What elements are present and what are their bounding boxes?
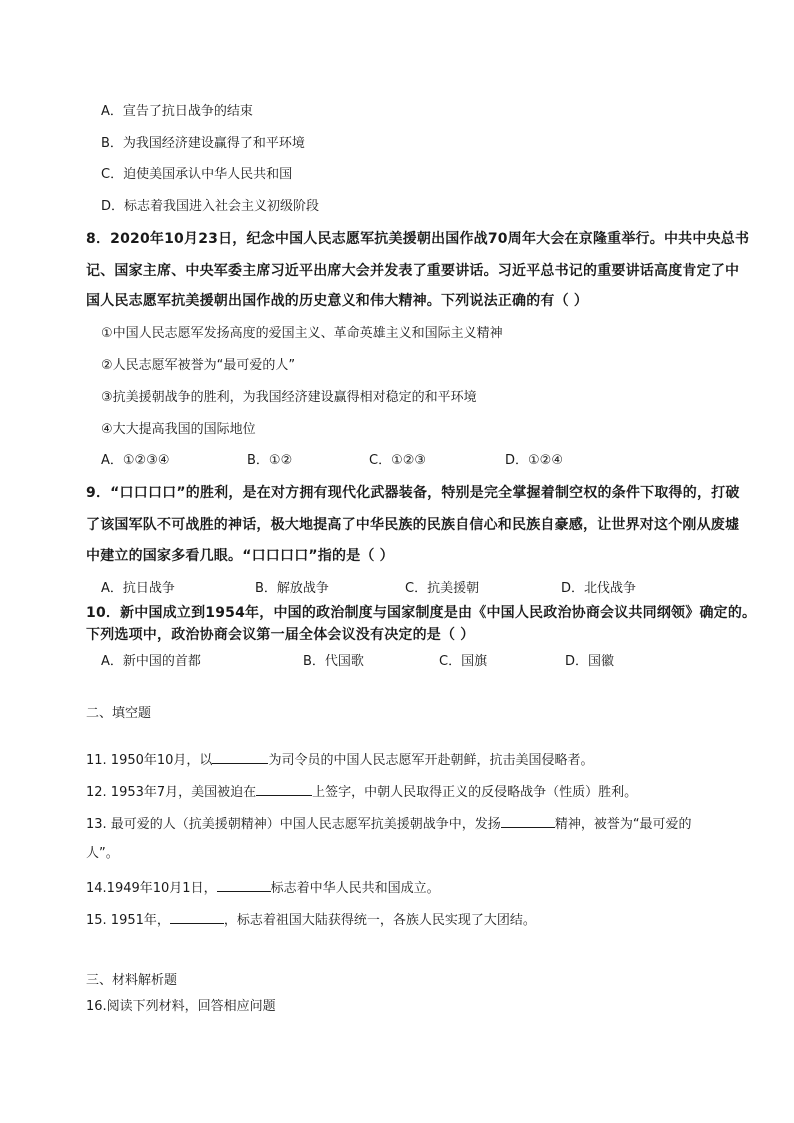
q8-statement-3: ③抗美援朝战争的胜利，为我国经济建设赢得相对稳定的和平环境 bbox=[101, 390, 477, 405]
q9-choices bbox=[101, 580, 636, 598]
q8-stem-line-3: 国人民志愿军抗美援朝出国作战的历史意义和伟大精神。下列说法正确的有（ ） bbox=[86, 293, 589, 309]
q15-text-a: 15. 1951年， bbox=[86, 913, 170, 928]
q10-stem-line-2: 下列选项中，政治协商会议第一届全体会议没有决定的是（ ） bbox=[86, 627, 475, 643]
q8-statement-4: ④大大提高我国的国际地位 bbox=[101, 422, 256, 437]
q9-stem-line-2: 了该国军队不可战胜的神话，极大地提高了中华民族的民族自信心和民族自豪感，让世界对这个刚从废墟 bbox=[86, 517, 740, 533]
q7-option-a: A．宣告了抗日战争的结束 bbox=[101, 104, 253, 119]
q13-line-2: 人”。 bbox=[86, 846, 119, 861]
q15-blank[interactable] bbox=[170, 909, 224, 924]
q11-line bbox=[86, 749, 593, 770]
q7-option-d: D．标志着我国进入社会主义初级阶段 bbox=[101, 199, 320, 214]
q14-line bbox=[86, 877, 440, 898]
q10-choice-a[interactable]: A．新中国的首都 bbox=[101, 654, 201, 669]
q9-stem-line-3: 中建立的国家多看几眼。“口口口口”指的是（ ） bbox=[86, 548, 394, 564]
q10-stem-line-1: 10．新中国成立到1954年，中国的政治制度与国家制度是由《中国人民政治协商会议共同纲领》确定的。 bbox=[86, 605, 757, 621]
q9-choice-a[interactable]: A．抗日战争 bbox=[101, 581, 175, 596]
q8-choice-b[interactable]: B．①② bbox=[247, 453, 293, 468]
section-3-title: 三、材料解析题 bbox=[86, 973, 178, 988]
q10-choices bbox=[101, 653, 614, 671]
q8-statement-2: ②人民志愿军被誉为“最可爱的人” bbox=[101, 358, 296, 373]
q8-choice-c[interactable]: C．①②③ bbox=[369, 453, 427, 468]
q12-line bbox=[86, 781, 637, 802]
q8-choice-a[interactable]: A．①②③④ bbox=[101, 453, 170, 468]
q13-text-b: 精神，被誉为“最可爱的 bbox=[554, 817, 692, 832]
q15-line bbox=[86, 909, 536, 930]
q13-text-a: 13. 最可爱的人（抗美援朝精神）中国人民志愿军抗美援朝战争中，发扬 bbox=[86, 817, 501, 832]
q7-option-b: B．为我国经济建设赢得了和平环境 bbox=[101, 136, 305, 151]
q15-text-b: ，标志着祖国大陆获得统一，各族人民实现了大团结。 bbox=[223, 913, 536, 928]
q13-line bbox=[86, 813, 692, 834]
q11-blank[interactable] bbox=[212, 749, 268, 764]
q10-choice-c[interactable]: C．国旗 bbox=[439, 654, 488, 669]
q8-choices bbox=[101, 452, 563, 470]
q8-choice-d[interactable]: D．①②④ bbox=[505, 453, 563, 468]
q11-text-b: 为司令员的中国人民志愿军开赴朝鲜，抗击美国侵略者。 bbox=[268, 753, 594, 768]
q14-blank[interactable] bbox=[217, 877, 271, 892]
q9-choice-d[interactable]: D．北伐战争 bbox=[561, 581, 637, 596]
q8-stem-line-2: 记、国家主席、中央军委主席习近平出席大会并发表了重要讲话。习近平总书记的重要讲话高度肯定了中 bbox=[86, 263, 740, 279]
q14-text-b: 标志着中华人民共和国成立。 bbox=[270, 881, 440, 896]
q8-statement-1: ①中国人民志愿军发扬高度的爱国主义、革命英雄主义和国际主义精神 bbox=[101, 326, 503, 341]
q12-blank[interactable] bbox=[256, 781, 312, 796]
q10-choice-b[interactable]: B．代国歌 bbox=[303, 654, 364, 669]
q13-blank[interactable] bbox=[501, 813, 555, 828]
q12-text-a: 12. 1953年7月，美国被迫在 bbox=[86, 785, 257, 800]
q8-stem-line-1: 8．2020年10月23日，纪念中国人民志愿军抗美援朝出国作战70周年大会在京隆重举行。中共中央总书 bbox=[86, 231, 750, 247]
q7-option-c: C．迫使美国承认中华人民共和国 bbox=[101, 167, 293, 182]
q12-text-b: 上签字，中朝人民取得正义的反侵略战争（性质）胜利。 bbox=[312, 785, 638, 800]
section-2-title: 二、填空题 bbox=[86, 706, 152, 721]
q9-choice-b[interactable]: B．解放战争 bbox=[255, 581, 329, 596]
q9-choice-c[interactable]: C．抗美援朝 bbox=[405, 581, 480, 596]
q11-text-a: 11. 1950年10月，以 bbox=[86, 753, 213, 768]
q16-intro: 16.阅读下列材料，回答相应问题 bbox=[86, 999, 276, 1014]
q14-text-a: 14.1949年10月1日， bbox=[86, 881, 217, 896]
q10-choice-d[interactable]: D．国徽 bbox=[565, 654, 615, 669]
q9-stem-line-1: 9．“口口口口”的胜利，是在对方拥有现代化武器装备，特别是完全掌握着制空权的条件下取得的，打破 bbox=[86, 485, 740, 501]
